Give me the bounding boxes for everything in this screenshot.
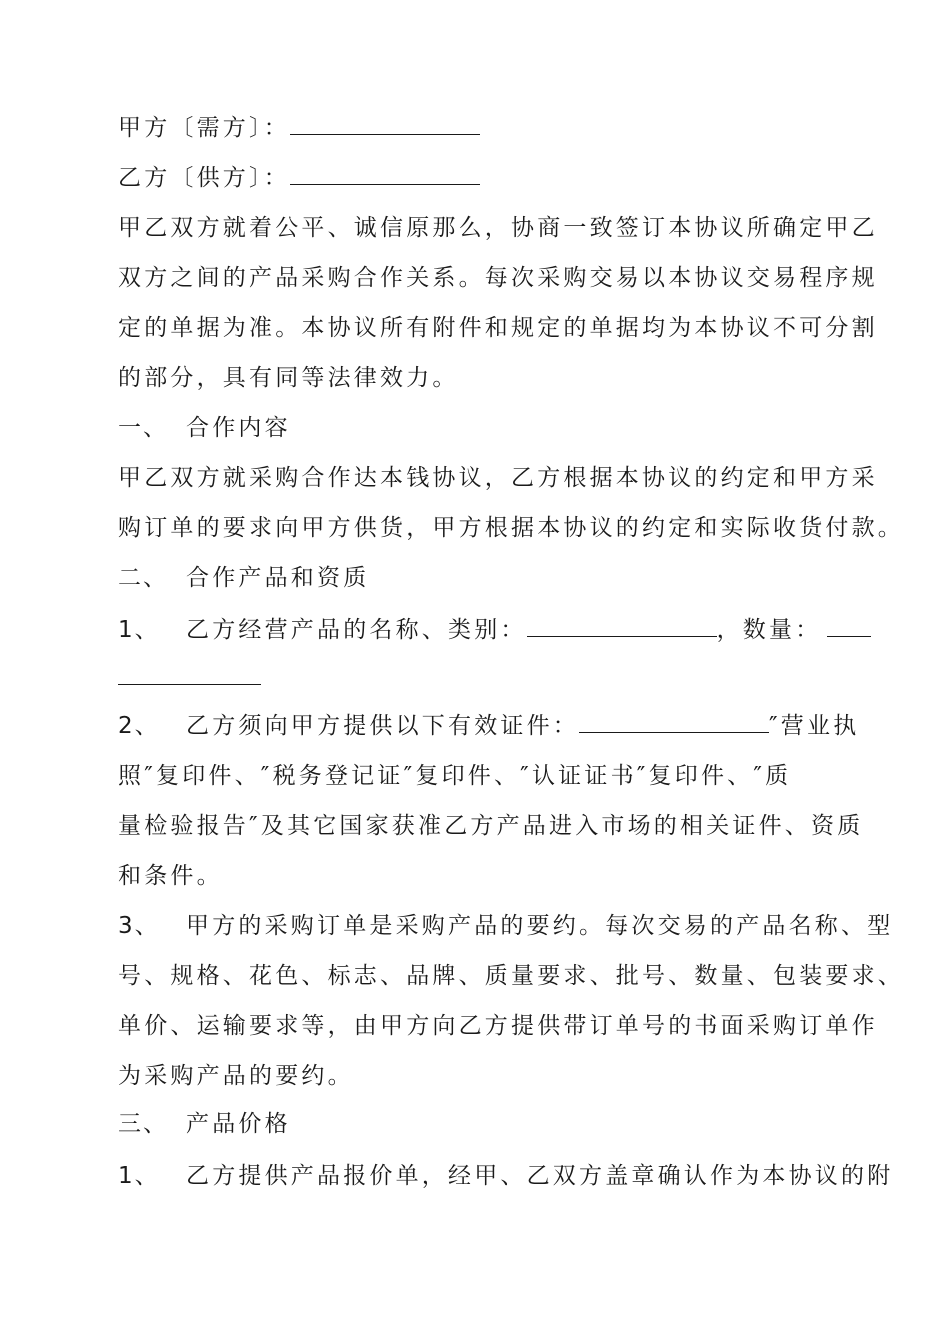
section-3-title: 产品价格: [186, 1111, 291, 1137]
section-1-line: 甲乙双方就采购合作达本钱协议，乙方根据本协议的约定和甲方采: [118, 465, 878, 491]
section-2-item-3-line: 号、规格、花色、标志、品牌、质量要求、批号、数量、包装要求、: [118, 963, 904, 989]
section-2-title: 合作产品和资质: [186, 565, 370, 591]
item-text-tail: ″营业执: [769, 713, 860, 739]
section-1-title: 合作内容: [186, 415, 291, 441]
product-name-blank: [527, 614, 717, 637]
section-3-item-1: [118, 1160, 893, 1192]
certificates-blank: [579, 710, 769, 733]
party-a-label: 甲方〔需方〕：: [118, 115, 290, 141]
section-2-item-2-line: 和条件。: [118, 863, 223, 889]
section-2-item-3-line: 为采购产品的要约。: [118, 1063, 354, 1089]
section-3-heading: [118, 1108, 291, 1140]
item-number: 2、: [118, 713, 160, 739]
section-3-number: 三、: [118, 1111, 168, 1137]
item-text: 乙方经营产品的名称、类别：: [186, 617, 527, 643]
item-number: 3、: [118, 913, 160, 939]
section-2-item-3: [118, 910, 893, 942]
item-text: 甲方的采购订单是采购产品的要约。每次交易的产品名称、型: [186, 913, 894, 939]
quantity-blank-continued: [118, 684, 261, 685]
section-2-number: 二、: [118, 565, 168, 591]
party-b-line: [118, 162, 480, 194]
item-number: 1、: [118, 617, 160, 643]
intro-line: 定的单据为准。本协议所有附件和规定的单据均为本协议不可分割: [118, 315, 878, 341]
section-2-item-2: [118, 710, 859, 742]
intro-line: 甲乙双方就着公平、诚信原那么，协商一致签订本协议所确定甲乙: [118, 215, 878, 241]
section-1-heading: [118, 412, 291, 444]
intro-line: 的部分，具有同等法律效力。: [118, 365, 459, 391]
quantity-label: ，数量：: [716, 617, 822, 643]
section-2-item-2-line: 量检验报告″及其它国家获准乙方产品进入市场的相关证件、资质: [118, 813, 864, 839]
party-b-blank: [290, 162, 480, 185]
quantity-blank: [827, 614, 871, 637]
section-2-item-3-line: 单价、运输要求等，由甲方向乙方提供带订单号的书面采购订单作: [118, 1013, 878, 1039]
section-1-number: 一、: [118, 415, 168, 441]
item-text: 乙方提供产品报价单，经甲、乙双方盖章确认作为本协议的附: [186, 1163, 894, 1189]
section-2-heading: [118, 562, 369, 594]
item-number: 1、: [118, 1163, 160, 1189]
section-2-item-2-line: 照″复印件、″税务登记证″复印件、″认证证书″复印件、″质: [118, 763, 792, 789]
intro-line: 双方之间的产品采购合作关系。每次采购交易以本协议交易程序规: [118, 265, 878, 291]
party-a-blank: [290, 112, 480, 135]
section-2-item-1: [118, 614, 871, 646]
section-1-line: 购订单的要求向甲方供货，甲方根据本协议的约定和实际收货付款。: [118, 515, 904, 541]
party-b-label: 乙方〔供方〕：: [118, 165, 290, 191]
party-a-line: [118, 112, 480, 144]
item-text: 乙方须向甲方提供以下有效证件：: [186, 713, 579, 739]
